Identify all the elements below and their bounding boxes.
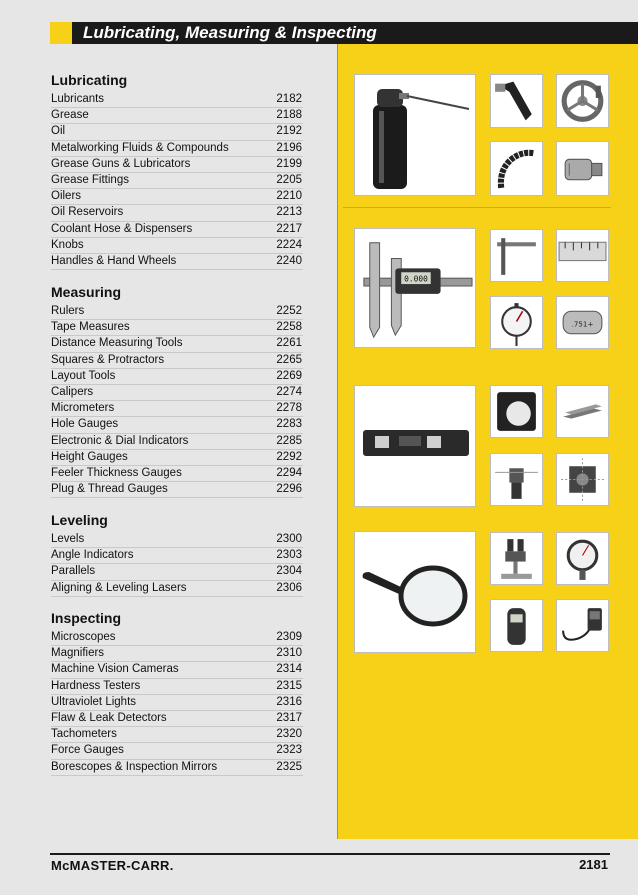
square-image[interactable]	[490, 229, 543, 282]
list-item[interactable]: Lubricants 2182	[51, 92, 303, 108]
page-number: 2181	[579, 857, 608, 872]
borescope-icon	[557, 600, 608, 651]
page-title: Lubricating, Measuring & Inspecting	[83, 23, 377, 42]
parallels-icon	[557, 386, 608, 437]
level-icon	[355, 386, 475, 506]
list-item[interactable]: Grease Fittings 2205	[51, 173, 303, 189]
list-item[interactable]: Oil 2192	[51, 124, 303, 140]
list-item[interactable]: Metalworking Fluids & Compounds 2196	[51, 141, 303, 157]
laser-icon	[491, 454, 542, 505]
square-icon	[491, 230, 542, 281]
list-item[interactable]: Tape Measures 2258	[51, 320, 303, 336]
list-item[interactable]: Handles & Hand Wheels 2240	[51, 254, 303, 270]
caliper-image[interactable]	[354, 228, 476, 348]
force-gauge-image[interactable]	[556, 532, 609, 585]
force-gauge-icon	[557, 533, 608, 584]
list-item[interactable]: Micrometers 2278	[51, 401, 303, 417]
section-leveling	[51, 510, 303, 597]
section-measuring	[51, 282, 303, 498]
magnifier-icon	[355, 532, 475, 652]
list-item[interactable]: Aligning & Leveling Lasers 2306	[51, 581, 303, 597]
caliper-icon	[355, 229, 475, 347]
handle-image[interactable]	[490, 74, 543, 128]
tachometer-icon	[491, 600, 542, 651]
section-title: Measuring	[51, 284, 122, 300]
hand-wheel-icon	[557, 75, 608, 127]
list-item[interactable]: Plug & Thread Gauges 2296	[51, 482, 303, 498]
list-item[interactable]: Layout Tools 2269	[51, 369, 303, 385]
list-item[interactable]: Distance Measuring Tools 2261	[51, 336, 303, 352]
laser-target-icon	[557, 454, 608, 505]
section-inspecting	[51, 608, 303, 776]
section-title: Lubricating	[51, 72, 128, 88]
spray-can-image[interactable]	[354, 74, 476, 196]
list-item[interactable]: Grease Guns & Lubricators 2199	[51, 157, 303, 173]
level-image[interactable]	[354, 385, 476, 507]
angle-indicator-image[interactable]	[490, 385, 543, 438]
list-item[interactable]: Hole Gauges 2283	[51, 417, 303, 433]
ruler-image[interactable]	[556, 229, 609, 282]
microscope-icon	[491, 533, 542, 584]
title-accent	[50, 22, 72, 44]
brand-logo: McMASTER-CARR.	[51, 858, 174, 873]
list-item[interactable]: Feeler Thickness Gauges 2294	[51, 466, 303, 482]
divider	[343, 207, 611, 208]
list-item[interactable]: Coolant Hose & Dispensers 2217	[51, 222, 303, 238]
list-item[interactable]: Force Gauges 2323	[51, 743, 303, 759]
list-item[interactable]: Angle Indicators 2303	[51, 548, 303, 564]
parallels-image[interactable]	[556, 385, 609, 438]
coolant-hose-image[interactable]	[490, 141, 543, 196]
list-item[interactable]: Parallels 2304	[51, 564, 303, 580]
list-item[interactable]: Levels 2300	[51, 532, 303, 548]
section-lubricating	[51, 70, 303, 270]
plug-gauge-text: .751+	[571, 319, 594, 329]
magnifier-image[interactable]	[354, 531, 476, 653]
oiler-icon	[557, 142, 608, 195]
title-bar	[50, 22, 638, 44]
footer-rule	[50, 853, 610, 855]
list-item[interactable]: Flaw & Leak Detectors 2317	[51, 711, 303, 727]
list-item[interactable]: Electronic & Dial Indicators 2285	[51, 434, 303, 450]
list-item[interactable]: Oil Reservoirs 2213	[51, 205, 303, 221]
section-title: Leveling	[51, 512, 108, 528]
list-item[interactable]: Rulers 2252	[51, 304, 303, 320]
list-item[interactable]: Tachometers 2320	[51, 727, 303, 743]
list-item[interactable]: Magnifiers 2310	[51, 646, 303, 662]
list-item[interactable]: Hardness Testers 2315	[51, 679, 303, 695]
dial-indicator-image[interactable]	[490, 296, 543, 349]
list-item[interactable]: Borescopes & Inspection Mirrors 2325	[51, 760, 303, 776]
caliper-display: 0.000	[404, 274, 428, 284]
section-title: Inspecting	[51, 610, 122, 626]
laser-target-image[interactable]	[556, 453, 609, 506]
list-item[interactable]: Oilers 2210	[51, 189, 303, 205]
microscope-image[interactable]	[490, 532, 543, 585]
ruler-icon	[557, 230, 608, 281]
dial-indicator-icon	[491, 297, 542, 348]
list-item[interactable]: Grease 2188	[51, 108, 303, 124]
list-item[interactable]: Ultraviolet Lights 2316	[51, 695, 303, 711]
plug-gauge-image[interactable]	[556, 296, 609, 349]
list-item[interactable]: Squares & Protractors 2265	[51, 353, 303, 369]
oiler-image[interactable]	[556, 141, 609, 196]
list-item[interactable]: Knobs 2224	[51, 238, 303, 254]
coolant-hose-icon	[491, 142, 542, 195]
spray-can-icon	[355, 75, 475, 195]
hand-wheel-image[interactable]	[556, 74, 609, 128]
handle-icon	[491, 75, 542, 127]
laser-image[interactable]	[490, 453, 543, 506]
borescope-image[interactable]	[556, 599, 609, 652]
angle-indicator-icon	[491, 386, 542, 437]
plug-gauge-icon	[557, 297, 608, 348]
list-item[interactable]: Machine Vision Cameras 2314	[51, 662, 303, 678]
list-item[interactable]: Calipers 2274	[51, 385, 303, 401]
list-item[interactable]: Microscopes 2309	[51, 630, 303, 646]
tachometer-image[interactable]	[490, 599, 543, 652]
list-item[interactable]: Height Gauges 2292	[51, 450, 303, 466]
